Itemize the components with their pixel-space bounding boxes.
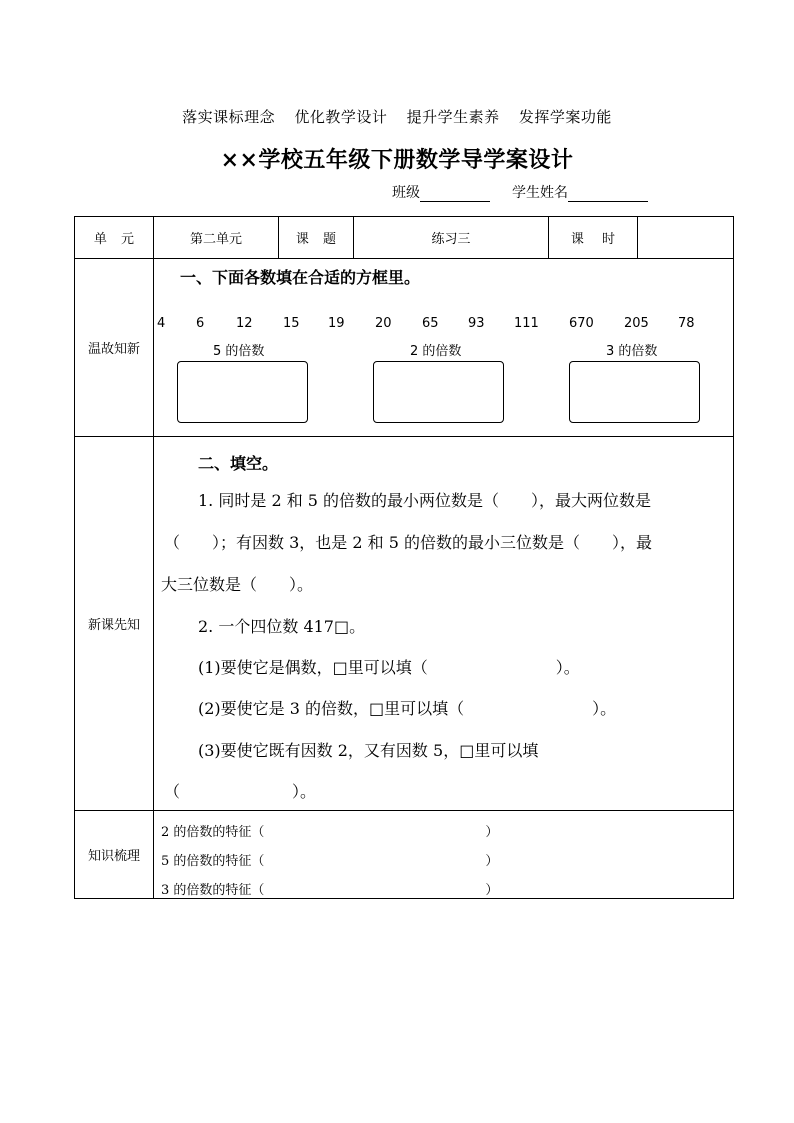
period-value[interactable] [638, 217, 733, 258]
number-item: 93 [468, 316, 485, 331]
number-item: 15 [283, 316, 300, 331]
knowledge-item: 2 的倍数的特征（ ） [161, 825, 499, 840]
fill-blank-line: 大三位数是（ ）。 [161, 575, 314, 594]
fill-blank-line: （ ）。 [164, 782, 317, 801]
unit-value: 第二单元 [189, 232, 242, 247]
knowledge-item: 5 的倍数的特征（ ） [161, 854, 499, 869]
table-label-column-divider [153, 216, 154, 899]
fill-blank-line: 1. 同时是 2 和 5 的倍数的最小两位数是（ ），最大两位数是 [198, 491, 652, 510]
answer-box-multiples-of-3[interactable] [569, 361, 700, 423]
number-item: 205 [624, 316, 649, 331]
student-name-blank[interactable] [568, 187, 648, 202]
new-lesson-row-label: 新课先知 [87, 618, 140, 633]
fill-blank-line: （ ）；有因数 3，也是 2 和 5 的倍数的最小三位数是（ ），最 [164, 533, 652, 552]
review-row-label: 温故知新 [87, 342, 140, 357]
knowledge-row-label: 知识梳理 [87, 849, 140, 864]
answer-box-multiples-of-2[interactable] [373, 361, 504, 423]
table-row-divider [74, 810, 733, 811]
new-lesson-heading: 二、填空。 [198, 454, 279, 473]
class-student-line [392, 182, 648, 202]
box-label-multiples-of-2: 2 的倍数 [410, 344, 462, 359]
number-item: 111 [514, 316, 539, 331]
topic-value: 练习三 [431, 232, 471, 247]
fill-blank-line: (3)要使它既有因数 2，又有因数 5，□里可以填 [198, 741, 539, 760]
number-item: 78 [678, 316, 695, 331]
number-item: 19 [328, 316, 345, 331]
review-heading: 一、下面各数填在合适的方框里。 [180, 268, 421, 287]
number-item: 6 [196, 316, 205, 331]
period-label: 课 时 [570, 232, 616, 247]
box-label-multiples-of-3: 3 的倍数 [606, 344, 658, 359]
class-label: 班级 [392, 185, 420, 201]
number-item: 65 [422, 316, 439, 331]
fill-blank-line: (1)要使它是偶数，□里可以填（ ）。 [198, 658, 580, 677]
box-label-multiples-of-5: 5 的倍数 [213, 344, 265, 359]
knowledge-item: 3 的倍数的特征（ ） [161, 883, 499, 898]
table-row-divider [74, 436, 733, 437]
table-row-divider [74, 258, 733, 259]
table-right-border [733, 216, 734, 899]
number-item: 12 [236, 316, 253, 331]
answer-box-multiples-of-5[interactable] [177, 361, 308, 423]
fill-blank-line: 2. 一个四位数 417□。 [198, 617, 366, 636]
number-item: 20 [375, 316, 392, 331]
slogan: 落实课标理念 优化教学设计 提升学生素养 发挥学案功能 [182, 108, 612, 126]
number-item: 670 [569, 316, 594, 331]
class-blank[interactable] [420, 187, 490, 202]
table-bottom-border [74, 898, 733, 899]
page-title: ××学校五年级下册数学导学案设计 [220, 147, 574, 173]
student-name-label: 学生姓名 [512, 185, 568, 201]
fill-blank-line: (2)要使它是 3 的倍数，□里可以填（ ）。 [198, 699, 617, 718]
unit-label: 单 元 [93, 232, 135, 247]
topic-label: 课 题 [295, 232, 337, 247]
number-item: 4 [157, 316, 166, 331]
